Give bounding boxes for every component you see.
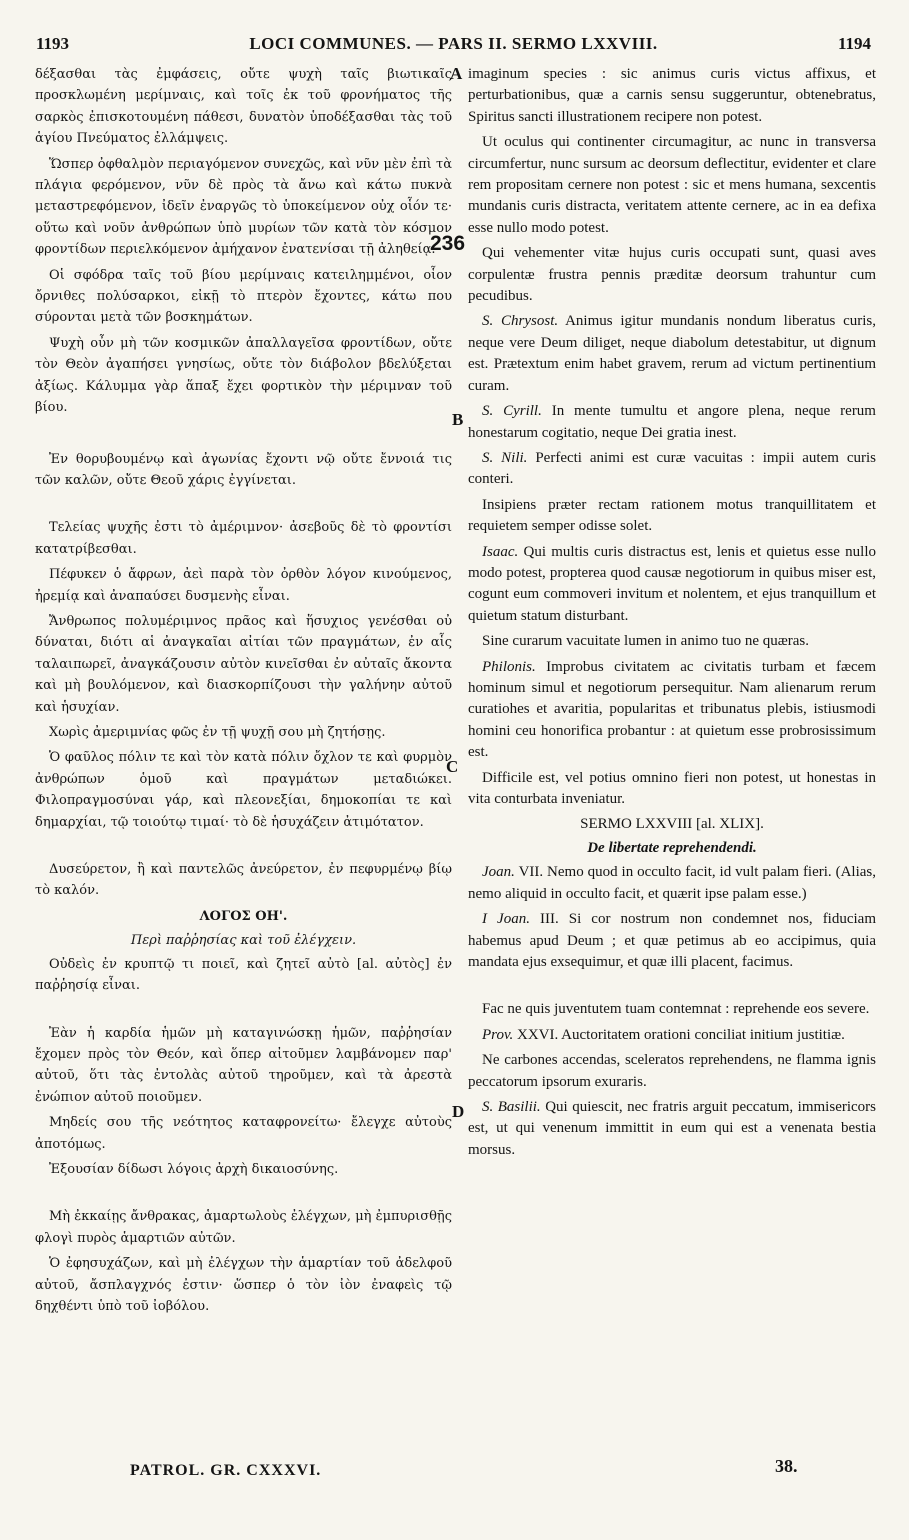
latin-text: Animus igitur mundanis nondum liberatus curis, neque vere Deum diliget, neque diabolum detestabitur, ut dignum est. Prætextum enim habet gravem, rerum ad victum pertinentium curam. — [468, 313, 877, 394]
latin-text: Qui multis curis distractus est, lenis et quietus esse nullo modo potest, propterea quod causæ negotiorum in quibus miser est, cogunt eum commoveri invitum et nolentem, et ejus tranquillum et quietum statum disturbant. — [468, 543, 876, 624]
greek-paragraph: Ψυχὴ οὖν μὴ τῶν κοσμικῶν ἀπαλλαγεῖσα φροντίδων, οὔτε τὸν Θεὸν ἀγαπήσει γνησίως, οὔτε τὸν διάβολον βδελύξεται ἀξίως. Κάλυμμα γὰρ ἅπαξ ἔχει φορτικὸν τὴν μέριμναν τοῦ βίου. — [35, 335, 452, 416]
greek-column — [35, 64, 452, 1322]
greek-paragraph: Ἐὰν ἡ καρδία ἡμῶν μὴ καταγινώσκῃ ἡμῶν, παῤῥησίαν ἔχομεν πρὸς τὸν Θεόν, καὶ ὅπερ αἰτοῦμεν λαμβάνομεν παρ' αὐτοῦ, ὅτι τὰς ἐντολὰς αὐτοῦ τηροῦμεν, καὶ τὰ ἀρεστὰ ἐνώπιον αὐτοῦ ποιοῦμεν. — [35, 1025, 452, 1105]
greek-sermo-subtitle: Περὶ παῤῥησίας καὶ τοῦ ἐλέγχειν. — [130, 932, 357, 948]
page-number-left: 1193 — [36, 34, 70, 53]
latin-column — [468, 64, 876, 1165]
greek-paragraph: Οἱ σφόδρα ταῖς τοῦ βίου μερίμναις κατειλημμένοι, οἷον ὄρνιθες πολύσαρκοι, εἰκῇ τὸ πτερὸν ἔχοντες, κάτω που σύρονται μετὰ τῶν βοσκημάτων. — [35, 267, 452, 326]
latin-paragraph: Difficile est, vel potius omnino fieri non potest, ut honestas in vita conturbata inveniatur. — [468, 769, 876, 807]
margin-marker-a: A — [450, 64, 463, 83]
margin-marker-c: C — [446, 757, 459, 776]
margin-marker-b: B — [452, 410, 464, 429]
greek-paragraph: Ἐξουσίαν δίδωσι λόγοις ἀρχὴ δικαιοσύνης. — [49, 1162, 339, 1178]
footer-patrol: PATROL. GR. CXXXVI. — [130, 1462, 322, 1479]
greek-paragraph: Ὥσπερ ὀφθαλμὸν περιαγόμενον συνεχῶς, καὶ νῦν μὲν ἐπὶ τὰ πλάγια φερόμενον, νῦν δὲ πρὸς τὰ ἄνω καὶ κάτω πυκνὰ μεταστρεφόμενον, ἰδεῖν ἐναργῶς τὸ ὑποκείμενον οὐχ οἷόν τε· οὕτω καὶ νοῦν ἀνθρώπων ὑπὸ μυρίων τῶν κατὰ τὸν κόσμον φροντίδων περιελκόμενον ἀμήχανον ἐνατενίσαι τῇ ἀληθείᾳ. — [35, 156, 452, 258]
latin-paragraph: Qui vehementer vitæ hujus curis occupati sunt, quasi aves corpulentæ frustra pennis præditæ deorsum trahuntur cum pecudibus. — [468, 245, 876, 305]
page-number-right: 1194 — [837, 34, 871, 53]
greek-paragraph: Ὁ ἐφησυχάζων, καὶ μὴ ἐλέγχων τὴν ἁμαρτίαν τοῦ ἀδελφοῦ αὐτοῦ, ἄσπλαγχνός ἐστιν· ὥσπερ ὁ τὸν ἰὸν ἐναφεὶς τῷ δηχθέντι ὑπὸ τοῦ ἰοβόλου. — [35, 1256, 452, 1315]
latin-text: In mente tumultu et angore plena, neque rerum honestarum cogitatio, neque Dei gratia inest. — [468, 403, 876, 441]
latin-sermo-subtitle: De libertate reprehendendi. — [587, 840, 757, 857]
latin-text: XXVI. Auctoritatem orationi conciliat initium justitiæ. — [513, 1026, 845, 1043]
column-number: 236 — [430, 232, 466, 255]
latin-paragraph: imaginum species : sic animus curis victus affixus, et perturbationibus, quæ a carnis sensu suggeruntur, obtenebratus, Spiritus sancti illustrationem recipere non potest. — [468, 66, 876, 125]
latin-text: Improbus civitatem ac civitatis turbam et fæcem hominum simul et negotiorum persequitur. Nam alienarum rerum curatiohes et avaritia, popularitas et tribunatus plebis, istiusmodi homini ceu honorifica probantur : at quietum esse probrosissimum est. — [468, 658, 876, 761]
greek-paragraph: Μηδείς σου τῆς νεότητος καταφρονείτω· ἔλεγχε αὐτοὺς ἀποτόμως. — [35, 1115, 452, 1152]
greek-paragraph: Πέφυκεν ὁ ἄφρων, ἀεὶ παρὰ τὸν ὀρθὸν λόγον κινούμενος, ἠρεμίᾳ καὶ ἀναπαύσει δυσμενὴς εἶναι. — [35, 567, 452, 604]
latin-text: Qui quiescit, nec fratris arguit peccatum, immisericors est, ut qui venenum immittit in eum qui est a venenata bestia morsus. — [468, 1099, 877, 1158]
latin-paragraph — [468, 862, 876, 905]
latin-paragraph — [468, 657, 876, 764]
greek-paragraph: δέξασθαι τὰς ἐμφάσεις, οὔτε ψυχὴ ταῖς βιωτικαῖς προσκλωμένη μερίμναις, καὶ τοῖς ἐκ τοῦ φρονήματος τῆς σαρκὸς ἐπισκοτουμένη πάθεσι, δυνατὸν ὑποδέξασθαι τὰς τοῦ ἁγίου Πνεύματος ἐλλάμψεις. — [35, 67, 452, 147]
latin-paragraph — [468, 1025, 876, 1046]
latin-paragraph — [468, 909, 876, 973]
source-label: Joan. — [482, 864, 515, 881]
latin-paragraph: Sine curarum vacuitate lumen in animo tuo ne quæras. — [482, 633, 809, 650]
source-label: S. Basilii. — [482, 1099, 541, 1116]
latin-text: VII. Nemo quod in occulto facit, id vult palam fieri. (Alias, nemo aliquid in occulto facit, et quærit ipse palam esse.) — [468, 864, 876, 902]
greek-paragraph: Δυσεύρετον, ἢ καὶ παντελῶς ἀνεύρετον, ἐν πεφυρμένῳ βίῳ τὸ καλόν. — [35, 862, 452, 899]
source-label: S. Nili. — [482, 449, 528, 466]
greek-paragraph: Τελείας ψυχῆς ἐστι τὸ ἀμέριμνον· ἀσεβοῦς δὲ τὸ φροντίσι κατατρίβεσθαι. — [35, 520, 452, 557]
source-label: I Joan. — [482, 911, 530, 928]
greek-paragraph: Ἐν θορυβουμένῳ καὶ ἀγωνίας ἔχοντι νῷ οὔτε ἔννοιά τις τῶν καλῶν, οὔτε Θεοῦ χάρις ἐγγίνεται. — [35, 451, 452, 488]
greek-sermo-title: ΛΟΓΟΣ ΟΗ'. — [199, 908, 288, 924]
running-header — [36, 34, 871, 64]
source-label: Isaac. — [482, 543, 519, 560]
latin-sermo-title: SERMO LXXVIII [al. XLIX]. — [580, 816, 764, 833]
latin-paragraph — [468, 448, 876, 491]
source-label: S. Chrysost. — [482, 313, 559, 330]
latin-paragraph — [468, 401, 876, 444]
running-title: LOCI COMMUNES. — PARS II. SERMO LXXVIII. — [249, 34, 658, 53]
footer-signature: 38. — [775, 1456, 798, 1476]
greek-paragraph: Χωρὶς ἀμεριμνίας φῶς ἐν τῇ ψυχῇ σου μὴ ζητήσῃς. — [49, 724, 386, 740]
latin-paragraph: Ne carbones accendas, sceleratos reprehendens, ne flamma ignis peccatorum ipsorum exuraris. — [468, 1052, 876, 1090]
source-label: Prov. — [482, 1026, 514, 1043]
greek-paragraph: Μὴ ἐκκαίῃς ἄνθρακας, ἁμαρτωλοὺς ἐλέγχων, μὴ ἐμπυρισθῇς φλογὶ πυρὸς ἁμαρτιῶν αὐτῶν. — [35, 1209, 452, 1246]
latin-text: Perfecti animi est curæ vacuitas : impii autem curis conteri. — [468, 449, 876, 488]
latin-paragraph: Fac ne quis juventutem tuam contemnat : reprehende eos severe. — [482, 1001, 870, 1018]
greek-paragraph: Ἄνθρωπος πολυμέριμνος πρᾶος καὶ ἥσυχιος γενέσθαι οὐ δύναται, διότι αἱ ἀναγκαῖαι αἰτίαι τῶν πραγμάτων, ἐν αἷς ταλαιπωρεῖ, ἀναγκάζουσιν αὐτὸν κινεῖσθαι ἐν αὐταῖς ἄκοντα καὶ μὴ βουλόμενον, καὶ διασκορπίζουσι τὴν γαλήνην αὐτοῦ καὶ ἡσυχίαν. — [35, 613, 452, 715]
source-label: Philonis. — [482, 658, 536, 675]
latin-paragraph: Insipiens præter rectam rationem motus tranquillitatem et requietem semper odisse solet. — [468, 496, 876, 535]
latin-paragraph — [468, 542, 876, 628]
source-label: S. Cyrill. — [482, 403, 542, 420]
margin-marker-d: D — [452, 1102, 465, 1121]
latin-paragraph: Ut oculus qui continenter circumagitur, ac nunc in transversa circumfertur, nunc sursum ac deorsum deflectitur, evidenter et clare rem propositam cernere non potest : sic et mens humana, sexcentis mundanis curis distracta, veritatem attente cernere, ac in ea defixa esse nullo modo potest. — [468, 134, 876, 236]
latin-text: III. Si cor nostrum non condemnet nos, fiduciam habemus apud Deum ; et quæ petimus ab eo accipimus, quia mandata ejus exsequimur, et quæ illi placent, facimus. — [468, 911, 877, 971]
latin-paragraph — [468, 1097, 876, 1161]
greek-paragraph: Οὐδεὶς ἐν κρυπτῷ τι ποιεῖ, καὶ ζητεῖ αὐτὸ [al. αὐτὸς] ἐν παῤῥησίᾳ εἶναι. — [35, 956, 452, 994]
greek-paragraph: Ὁ φαῦλος πόλιν τε καὶ τὸν κατὰ πόλιν ὄχλον τε καὶ φυρμὸν ἀνθρώπων ὁμοῦ καὶ πραγμάτων μεταδιώκει. Φιλοπραγμοσύναι γάρ, καὶ πλεονεξίαι, δημοκοπίαι τε καὶ δημαρχίαι, τῷ τοιούτῳ τιμαί· τὸ δὲ ἡσυχάζειν ἀτιμότατον. — [35, 750, 452, 830]
latin-paragraph — [468, 311, 876, 397]
